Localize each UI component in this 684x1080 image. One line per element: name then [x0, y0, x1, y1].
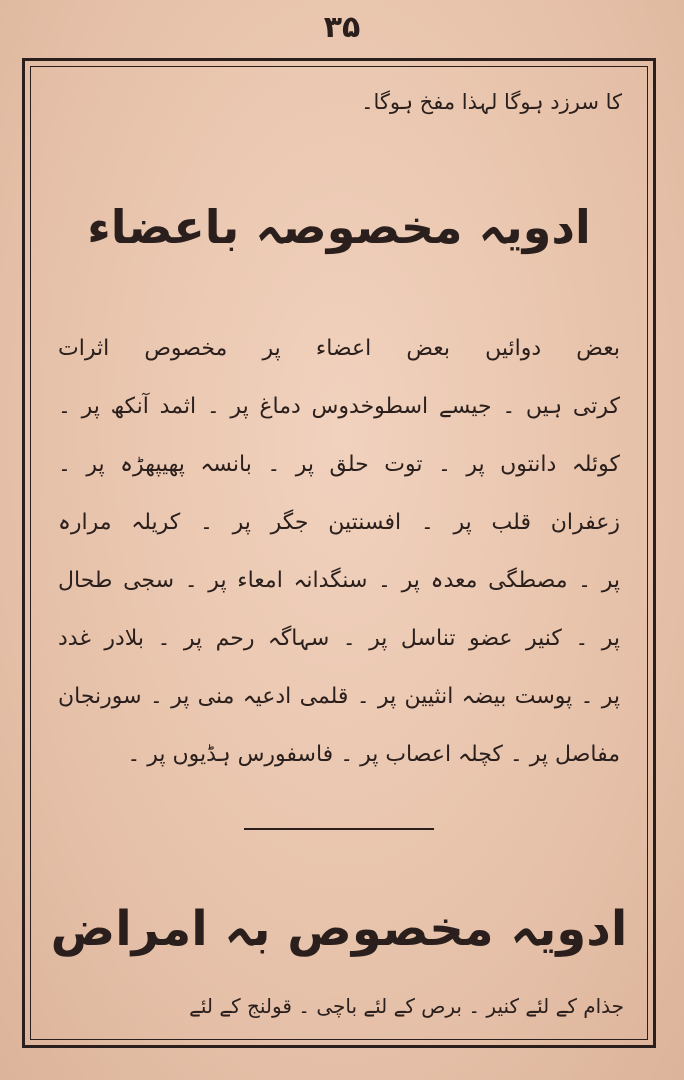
paragraph-line: پر ۔ مصطگی معدہ پر ۔ سنگدانہ امعاء پر ۔ سجی طحال	[58, 568, 620, 593]
carry-over-line: کا سرزد ہوگا لہذا مفخ ہوگا۔	[361, 90, 622, 114]
section-heading-diseases: ادویہ مخصوص بہ امراض	[50, 901, 628, 957]
paragraph-line: مفاصل پر ۔ کچلہ اعصاب پر ۔ فاسفورس ہڈیوں پر ۔	[127, 742, 620, 767]
paragraph-line: کرتی ہیں ۔ جیسے اسطوخدوس دماغ پر ۔ اثمد آنکھ پر ۔	[58, 394, 620, 419]
section-divider	[244, 828, 434, 830]
paragraph-line: کوئلہ دانتوں پر ۔ توت حلق پر ۔ بانسہ پھیپھڑہ پر ۔	[58, 452, 620, 477]
paragraph-line: زعفران قلب پر ۔ افسنتین جگر پر ۔ کریلہ مرارہ	[58, 510, 620, 535]
page-number: ۳۵	[323, 10, 361, 45]
paragraph-line: پر ۔ کنیر عضو تناسل پر ۔ سہاگہ رحم پر ۔ بلادر غدد	[58, 626, 620, 651]
page-content	[40, 72, 638, 1026]
paragraph-line: بعض دوائیں بعض اعضاء پر مخصوص اثرات	[58, 336, 620, 361]
continuation-line: جذام کے لئے کنیر ۔ برص کے لئے باچی ۔ قولنج کے لئے	[189, 994, 624, 1018]
paragraph	[40, 320, 638, 784]
paragraph-line: پر ۔ پوست بیضہ انثیین پر ۔ قلمی ادعیہ منی پر ۔ سورنجان	[58, 684, 620, 709]
section-heading-organs: ادویہ مخصوصہ باعضاء	[87, 200, 591, 254]
